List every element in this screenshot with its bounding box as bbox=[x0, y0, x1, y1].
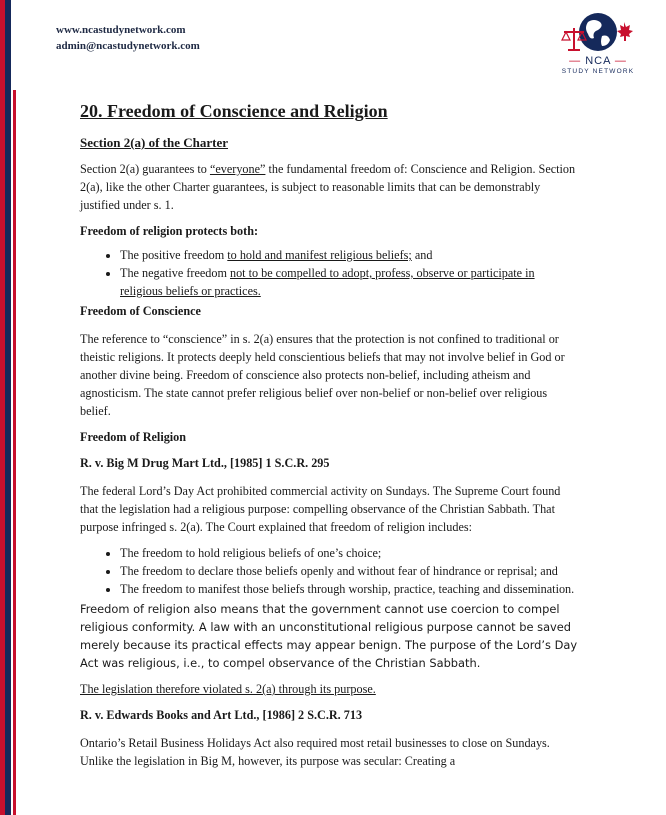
religion-heading: Freedom of Religion bbox=[80, 430, 187, 444]
section-heading: Section 2(a) of the Charter bbox=[80, 135, 229, 150]
case-citation-big-m: R. v. Big M Drug Mart Ltd., [1985] 1 S.C.R. 295 bbox=[80, 456, 330, 470]
protects-list bbox=[80, 246, 580, 300]
list-item: • The freedom to declare those beliefs openly and without fear of hindrance or reprisal; and bbox=[120, 562, 580, 580]
big-m-conclusion: The legislation therefore violated s. 2(a) through its purpose. bbox=[80, 682, 376, 696]
logo-subtitle: STUDY NETWORK bbox=[561, 68, 635, 75]
list-item: • The positive freedom to hold and manifest religious beliefs; and bbox=[120, 246, 580, 264]
big-m-list bbox=[80, 544, 580, 598]
page-title: 20. Freedom of Conscience and Religion bbox=[80, 101, 388, 121]
case-citation-edwards: R. v. Edwards Books and Art Ltd., [1986] 2 S.C.R. 713 bbox=[80, 708, 363, 722]
email-link[interactable]: admin@ncastudynetwork.com bbox=[56, 40, 200, 52]
left-red-inner-stripe bbox=[13, 90, 16, 815]
document-body bbox=[80, 100, 580, 778]
edwards-paragraph: Ontario’s Retail Business Holidays Act also required most retail businesses to close on Sundays. Unlike the legislation in Big M, however, its purpose was secular: Creating a bbox=[80, 736, 550, 768]
big-m-paragraph: The federal Lord’s Day Act prohibited commercial activity on Sundays. The Supreme Court found that the legislation had a religious purpose: compelling observance of the Christian Sabbath. That purpose infringed s. 2(a). The Court explained that freedom of religion includes: bbox=[80, 484, 561, 534]
website-link[interactable]: www.ncastudynetwork.com bbox=[56, 24, 186, 36]
conscience-paragraph: The reference to “conscience” in s. 2(a) ensures that the protection is not confined to traditional or theistic religions. It protects deeply held conscientious beliefs that may not involve belief in God or another divine being. Freedom of conscience also protects non-belief, including atheism and agnosticism. The state cannot prefer religious belief over non-belief or non-belief over religious belief. bbox=[80, 332, 565, 418]
big-m-after-paragraph: Freedom of religion also means that the government cannot use coercion to compel religious conformity. A law with an unconstitutional religious purpose cannot be saved merely because its practical effects may appear benign. The purpose of the Lord’s Day Act was religious, i.e., to compel observance of the Christian Sabbath. bbox=[80, 602, 578, 670]
protects-heading: Freedom of religion protects both: bbox=[80, 224, 259, 238]
nca-logo bbox=[536, 6, 660, 86]
list-item: • The negative freedom not to be compelled to adopt, profess, observe or participate in religious beliefs or practices. bbox=[120, 264, 580, 300]
list-item: • The freedom to manifest those beliefs through worship, practice, teaching and dissemination. bbox=[120, 580, 580, 598]
list-item: • The freedom to hold religious beliefs of one’s choice; bbox=[120, 544, 580, 562]
intro-paragraph: Section 2(a) guarantees to “everyone” the fundamental freedom of: Conscience and Religion. Section 2(a), like the other Charter guarantees, is subject to reasonable limits that can be demonstrably justified under s. 1. bbox=[80, 162, 576, 212]
conscience-heading: Freedom of Conscience bbox=[80, 304, 201, 318]
header-contact bbox=[56, 22, 200, 54]
globe-scales-maple-icon bbox=[558, 10, 638, 54]
logo-title: — NCA — bbox=[569, 55, 627, 67]
